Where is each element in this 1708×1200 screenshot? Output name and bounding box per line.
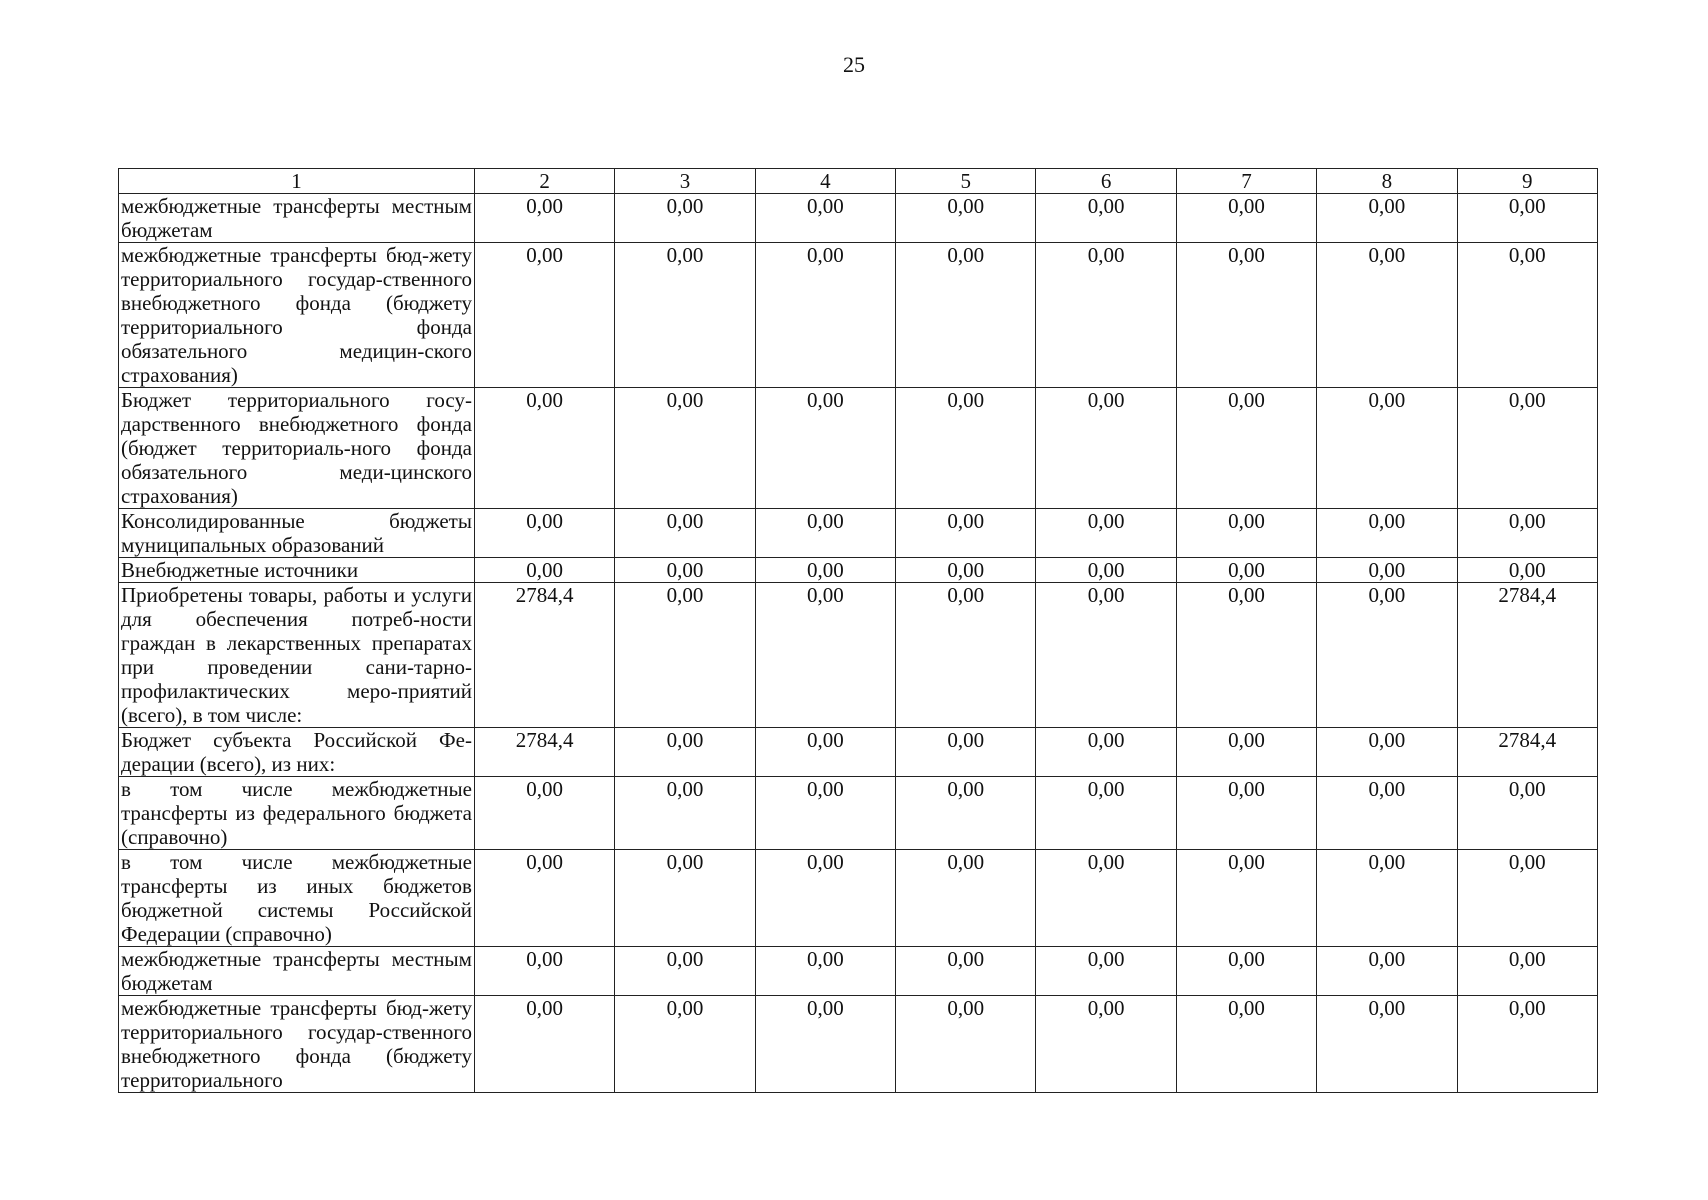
value-cell: 0,00 [1457,850,1597,947]
value-cell: 0,00 [1036,583,1176,728]
value-cell: 0,00 [896,558,1036,583]
value-cell: 0,00 [896,243,1036,388]
table-row [119,243,1598,388]
value-cell: 0,00 [474,194,614,243]
value-cell: 0,00 [896,850,1036,947]
table-row [119,850,1598,947]
value-cell: 0,00 [615,509,755,558]
value-cell: 0,00 [896,777,1036,850]
value-cell: 0,00 [755,388,895,509]
budget-table [118,168,1598,1093]
value-cell: 0,00 [1036,728,1176,777]
column-header: 6 [1036,169,1176,194]
value-cell: 0,00 [1317,194,1457,243]
value-cell: 0,00 [1457,777,1597,850]
value-cell: 0,00 [615,243,755,388]
value-cell: 0,00 [1176,996,1316,1093]
table-row [119,583,1598,728]
value-cell: 0,00 [474,558,614,583]
row-label: Внебюджетные источники [119,558,475,583]
column-header: 7 [1176,169,1316,194]
column-header: 4 [755,169,895,194]
table-row [119,558,1598,583]
column-header: 3 [615,169,755,194]
table-row [119,777,1598,850]
table-row [119,388,1598,509]
value-cell: 0,00 [1036,850,1176,947]
value-cell: 0,00 [1036,558,1176,583]
value-cell: 0,00 [1036,194,1176,243]
value-cell: 0,00 [1317,509,1457,558]
value-cell: 0,00 [1317,728,1457,777]
row-label: Бюджет территориального госу-дарственного внебюджетного фонда (бюджет территориаль-ного фонда обязательного меди-цинского страхования) [119,388,475,509]
value-cell: 0,00 [615,850,755,947]
table-row [119,996,1598,1093]
table-row [119,728,1598,777]
table-row [119,947,1598,996]
value-cell: 0,00 [755,194,895,243]
value-cell: 0,00 [474,996,614,1093]
value-cell: 0,00 [755,558,895,583]
column-header: 2 [474,169,614,194]
value-cell: 0,00 [896,509,1036,558]
row-label: Консолидированные бюджеты муниципальных образований [119,509,475,558]
value-cell: 0,00 [1036,777,1176,850]
value-cell: 0,00 [1176,777,1316,850]
value-cell: 0,00 [1457,243,1597,388]
row-label: межбюджетные трансферты бюд-жету территориального государ-ственного внебюджетного фонда (бюджету территориального фонда обязательного медицин-ского страхования) [119,243,475,388]
value-cell: 0,00 [1036,388,1176,509]
value-cell: 0,00 [1036,996,1176,1093]
value-cell: 0,00 [615,728,755,777]
value-cell: 0,00 [1176,194,1316,243]
column-header: 1 [119,169,475,194]
value-cell: 0,00 [1176,728,1316,777]
value-cell: 0,00 [755,583,895,728]
value-cell: 0,00 [755,728,895,777]
value-cell: 0,00 [474,850,614,947]
row-label: межбюджетные трансферты бюд-жету территориального государ-ственного внебюджетного фонда (бюджету территориального [119,996,475,1093]
value-cell: 0,00 [896,947,1036,996]
column-header: 8 [1317,169,1457,194]
value-cell: 0,00 [1036,243,1176,388]
value-cell: 2784,4 [1457,728,1597,777]
value-cell: 0,00 [755,996,895,1093]
row-label: в том числе межбюджетные трансферты из федерального бюджета (справочно) [119,777,475,850]
value-cell: 0,00 [1317,243,1457,388]
value-cell: 0,00 [474,509,614,558]
value-cell: 0,00 [1317,850,1457,947]
value-cell: 0,00 [755,509,895,558]
value-cell: 0,00 [615,947,755,996]
value-cell: 0,00 [1176,947,1316,996]
value-cell: 0,00 [1176,558,1316,583]
value-cell: 0,00 [896,996,1036,1093]
value-cell: 0,00 [474,777,614,850]
value-cell: 0,00 [474,947,614,996]
value-cell: 0,00 [1036,509,1176,558]
value-cell: 0,00 [1317,996,1457,1093]
value-cell: 0,00 [615,583,755,728]
value-cell: 0,00 [896,583,1036,728]
row-label: межбюджетные трансферты местным бюджетам [119,194,475,243]
value-cell: 0,00 [1317,558,1457,583]
value-cell: 0,00 [1317,947,1457,996]
value-cell: 0,00 [1317,777,1457,850]
value-cell: 0,00 [896,194,1036,243]
row-label: Приобретены товары, работы и услуги для обеспечения потреб-ности граждан в лекарственных препаратах при проведении сани-тарно-профилактических меро-приятий (всего), в том числе: [119,583,475,728]
value-cell: 0,00 [896,728,1036,777]
row-label: межбюджетные трансферты местным бюджетам [119,947,475,996]
value-cell: 2784,4 [1457,583,1597,728]
row-label: в том числе межбюджетные трансферты из иных бюджетов бюджетной системы Российской Федерации (справочно) [119,850,475,947]
value-cell: 0,00 [1036,947,1176,996]
header-row [119,169,1598,194]
value-cell: 2784,4 [474,583,614,728]
value-cell: 0,00 [1457,509,1597,558]
value-cell: 0,00 [1317,388,1457,509]
value-cell: 0,00 [1176,583,1316,728]
value-cell: 0,00 [615,558,755,583]
table-row [119,194,1598,243]
value-cell: 0,00 [1317,583,1457,728]
value-cell: 0,00 [615,194,755,243]
value-cell: 0,00 [1176,509,1316,558]
value-cell: 0,00 [615,996,755,1093]
value-cell: 0,00 [896,388,1036,509]
value-cell: 0,00 [1457,558,1597,583]
table-body [119,194,1598,1093]
value-cell: 0,00 [1176,243,1316,388]
value-cell: 0,00 [1176,388,1316,509]
table-row [119,509,1598,558]
value-cell: 0,00 [755,850,895,947]
column-header: 9 [1457,169,1597,194]
value-cell: 0,00 [1457,194,1597,243]
value-cell: 0,00 [755,243,895,388]
value-cell: 0,00 [755,777,895,850]
value-cell: 0,00 [615,777,755,850]
value-cell: 0,00 [474,388,614,509]
value-cell: 0,00 [1176,850,1316,947]
value-cell: 0,00 [1457,388,1597,509]
page-number: 25 [843,52,865,77]
value-cell: 0,00 [1457,947,1597,996]
value-cell: 2784,4 [474,728,614,777]
value-cell: 0,00 [755,947,895,996]
value-cell: 0,00 [474,243,614,388]
row-label: Бюджет субъекта Российской Фе-дерации (всего), из них: [119,728,475,777]
column-header: 5 [896,169,1036,194]
value-cell: 0,00 [615,388,755,509]
value-cell: 0,00 [1457,996,1597,1093]
